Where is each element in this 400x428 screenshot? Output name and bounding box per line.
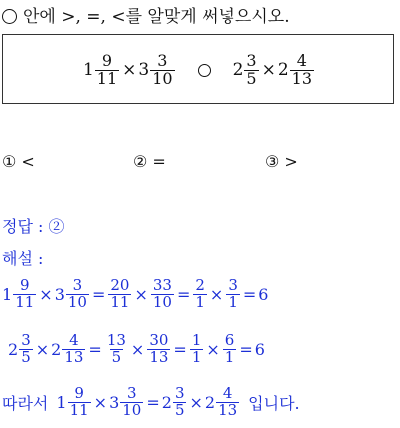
right-expression [232, 50, 315, 88]
fraction: $\frac{1}{1}$ [191, 331, 202, 366]
fraction: $\frac{9}{11}$ [15, 276, 35, 311]
equals-sign: = [239, 339, 253, 359]
choice-3[interactable]: ③ > [265, 152, 298, 171]
solution-line-2: 2 $\frac{3}{5}$ × 2 $\frac{4}{13}$ = $\frac{13}{5}$ × $\frac{30}{13}$ = $\frac{1}{1}$ × $\frac{6}{1}$ = 6 [8, 331, 265, 366]
fraction: $\frac{3}{10}$ [152, 50, 173, 88]
fraction: $\frac{3}{5}$ [246, 50, 257, 88]
comparison-blank-circle[interactable] [198, 64, 211, 77]
fraction: $\frac{33}{10}$ [152, 276, 172, 311]
fraction: $\frac{4}{13}$ [64, 331, 84, 366]
times-sign: × [206, 339, 220, 359]
mixed-whole: 2 [232, 60, 244, 80]
fraction: $\frac{9}{11}$ [96, 50, 118, 88]
question-text [2, 2, 290, 27]
fraction: $\frac{4}{13}$ [218, 384, 238, 419]
fraction: $\frac{30}{13}$ [149, 331, 169, 366]
choice-1[interactable]: ① < [2, 152, 35, 171]
fraction: $\frac{9}{11}$ [69, 384, 89, 419]
answer-line [2, 214, 65, 237]
left-expression [82, 50, 176, 88]
equals-sign: = [88, 339, 102, 359]
times-sign: × [93, 392, 108, 412]
times-sign: × [134, 284, 148, 304]
times-sign: × [130, 339, 145, 359]
fraction: $\frac{6}{1}$ [224, 331, 235, 366]
times-sign: × [39, 284, 53, 304]
fraction: $\frac{13}{5}$ [106, 331, 126, 366]
fraction: $\frac{3}{5}$ [174, 384, 185, 419]
conclusion-line: 따라서 1 $\frac{9}{11}$ × 3 $\frac{3}{10}$ = 2 $\frac{3}{5}$ × 2 $\frac{4}{13}$ 입니다. [2, 384, 300, 419]
equals-sign: = [176, 284, 191, 304]
answer-label: 정답 : [2, 217, 49, 236]
solution-line-1: 1 $\frac{9}{11}$ × 3 $\frac{3}{10}$ = $\frac{20}{11}$ × $\frac{33}{10}$ = $\frac{2}{1}$ × $\frac{3}{1}$ = 6 [2, 276, 269, 311]
expression-box [2, 34, 394, 104]
fraction: $\frac{3}{10}$ [67, 276, 87, 311]
times-sign: × [261, 60, 276, 80]
choice-2[interactable]: ② = [133, 152, 166, 171]
expression [3, 35, 395, 105]
result-value: 6 [254, 339, 265, 359]
fraction: $\frac{20}{11}$ [110, 276, 130, 311]
question-label: 안에 >, =, <를 알맞게 써넣으시오. [23, 7, 290, 27]
mixed-whole: 3 [138, 60, 150, 80]
fraction: $\frac{3}{1}$ [228, 276, 238, 311]
times-sign: × [209, 284, 224, 304]
answer-value: ② [48, 217, 65, 236]
equals-sign: = [146, 392, 160, 412]
fraction: $\frac{3}{10}$ [122, 384, 142, 419]
conclusion-prefix: 따라서 [2, 393, 49, 413]
fraction: $\frac{3}{5}$ [21, 331, 31, 366]
equals-sign: = [91, 284, 106, 304]
fraction: $\frac{2}{1}$ [195, 276, 205, 311]
result-value: 6 [258, 284, 269, 304]
fraction: $\frac{4}{13}$ [291, 50, 313, 88]
blank-circle-icon [2, 9, 17, 24]
solution-label: 해설 : [2, 249, 44, 268]
times-sign: × [35, 339, 50, 359]
mixed-whole: 1 [82, 60, 94, 80]
mixed-whole: 2 [277, 60, 289, 80]
conclusion-suffix: 입니다. [248, 393, 300, 413]
equals-sign: = [242, 284, 257, 304]
times-sign: × [122, 60, 137, 80]
equals-sign: = [173, 339, 187, 359]
times-sign: × [189, 392, 203, 412]
